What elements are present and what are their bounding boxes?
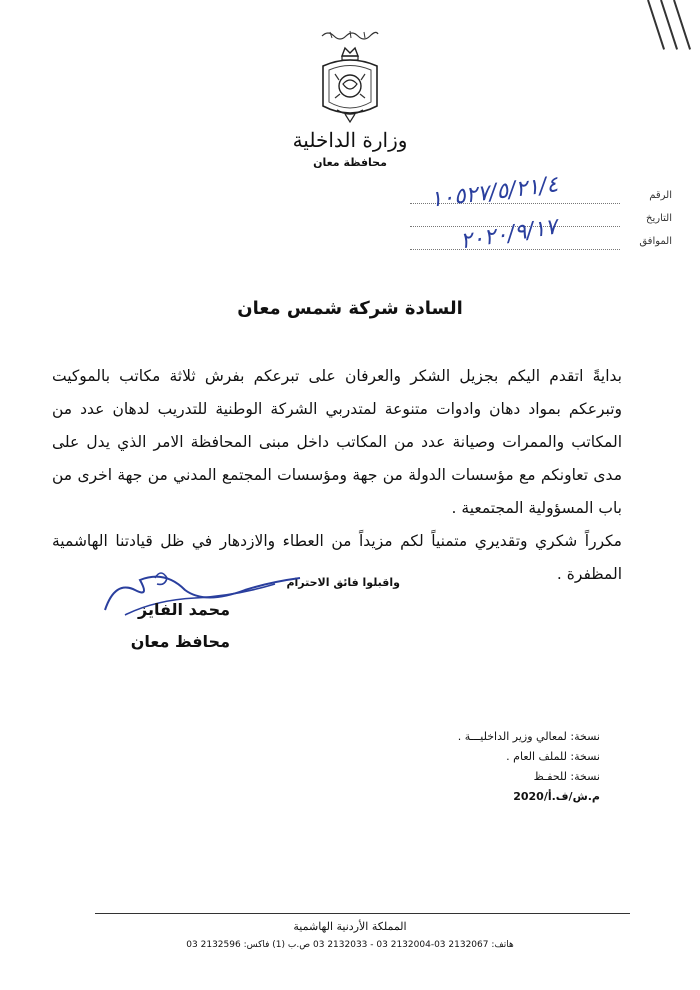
date-label: التاريخ [646, 213, 672, 224]
footer-kingdom: المملكة الأردنية الهاشمية [293, 920, 407, 933]
closing-phrase: واقبلوا فائق الاحترام [286, 576, 400, 589]
signatory-title: محافظ معان [130, 632, 230, 651]
body-paragraph: بدايةً اتقدم اليكم بجزيل الشكر والعرفان على تبرعكم بفرش ثلاثة مكاتب بالموكيت وتبرعكم بمواد دهان وادوات متنوعة لمتدربي الشركة الوطنية للتدريب لدهان عدد من المكاتب والممرات وصيانة عدد من المكاتب داخل مبنى المحافظة الامر الذي يدل على مدى تعاونكم مع مؤسسات الدولة من جهة ومؤسسات المجتمع المدني من جهة اخرى من باب المسؤولية المجتمعية . [52, 367, 622, 517]
copy-item: نسخة: للملف العام . [506, 750, 600, 763]
footer-contact: هاتف: 2132067 03-2132004 03 - 2132033 03 ص.ب (1) فاكس: 2132596 03 [186, 940, 514, 950]
coat-of-arms-icon [315, 44, 385, 124]
royal-script-icon [320, 28, 380, 40]
ministry-name: وزارة الداخلية [292, 128, 408, 152]
letter-body [52, 360, 622, 591]
copy-item: نسخة: للحفـظ [533, 770, 600, 783]
letterhead [290, 28, 410, 169]
body-paragraph: مكرراً شكري وتقديري متمنياً لكم مزيداً من العطاء والازدهار في ظل قيادتنا الهاشمية المظفرة . [52, 532, 622, 583]
footer-divider [95, 913, 630, 914]
copy-item: نسخة: لمعالي وزير الداخليـــة . [457, 730, 600, 743]
reference-number-label: الرقم [649, 190, 672, 201]
hijri-date-label: الموافق [639, 236, 672, 247]
hijri-date-line [410, 249, 620, 250]
copies-list [458, 727, 600, 807]
signatory-name: محمد الفايز [138, 600, 230, 619]
governorate-name: محافظة معان [313, 156, 387, 169]
reference-number-value: ١٠٥٢٧/٥/٢١/٤ [428, 172, 560, 213]
date-value: ٢٠٢٠/٩/١٧ [458, 214, 559, 255]
recipient-title: السادة شركة شمس معان [237, 298, 463, 319]
reference-code: م.ش/ف.أ/2020 [513, 790, 600, 803]
